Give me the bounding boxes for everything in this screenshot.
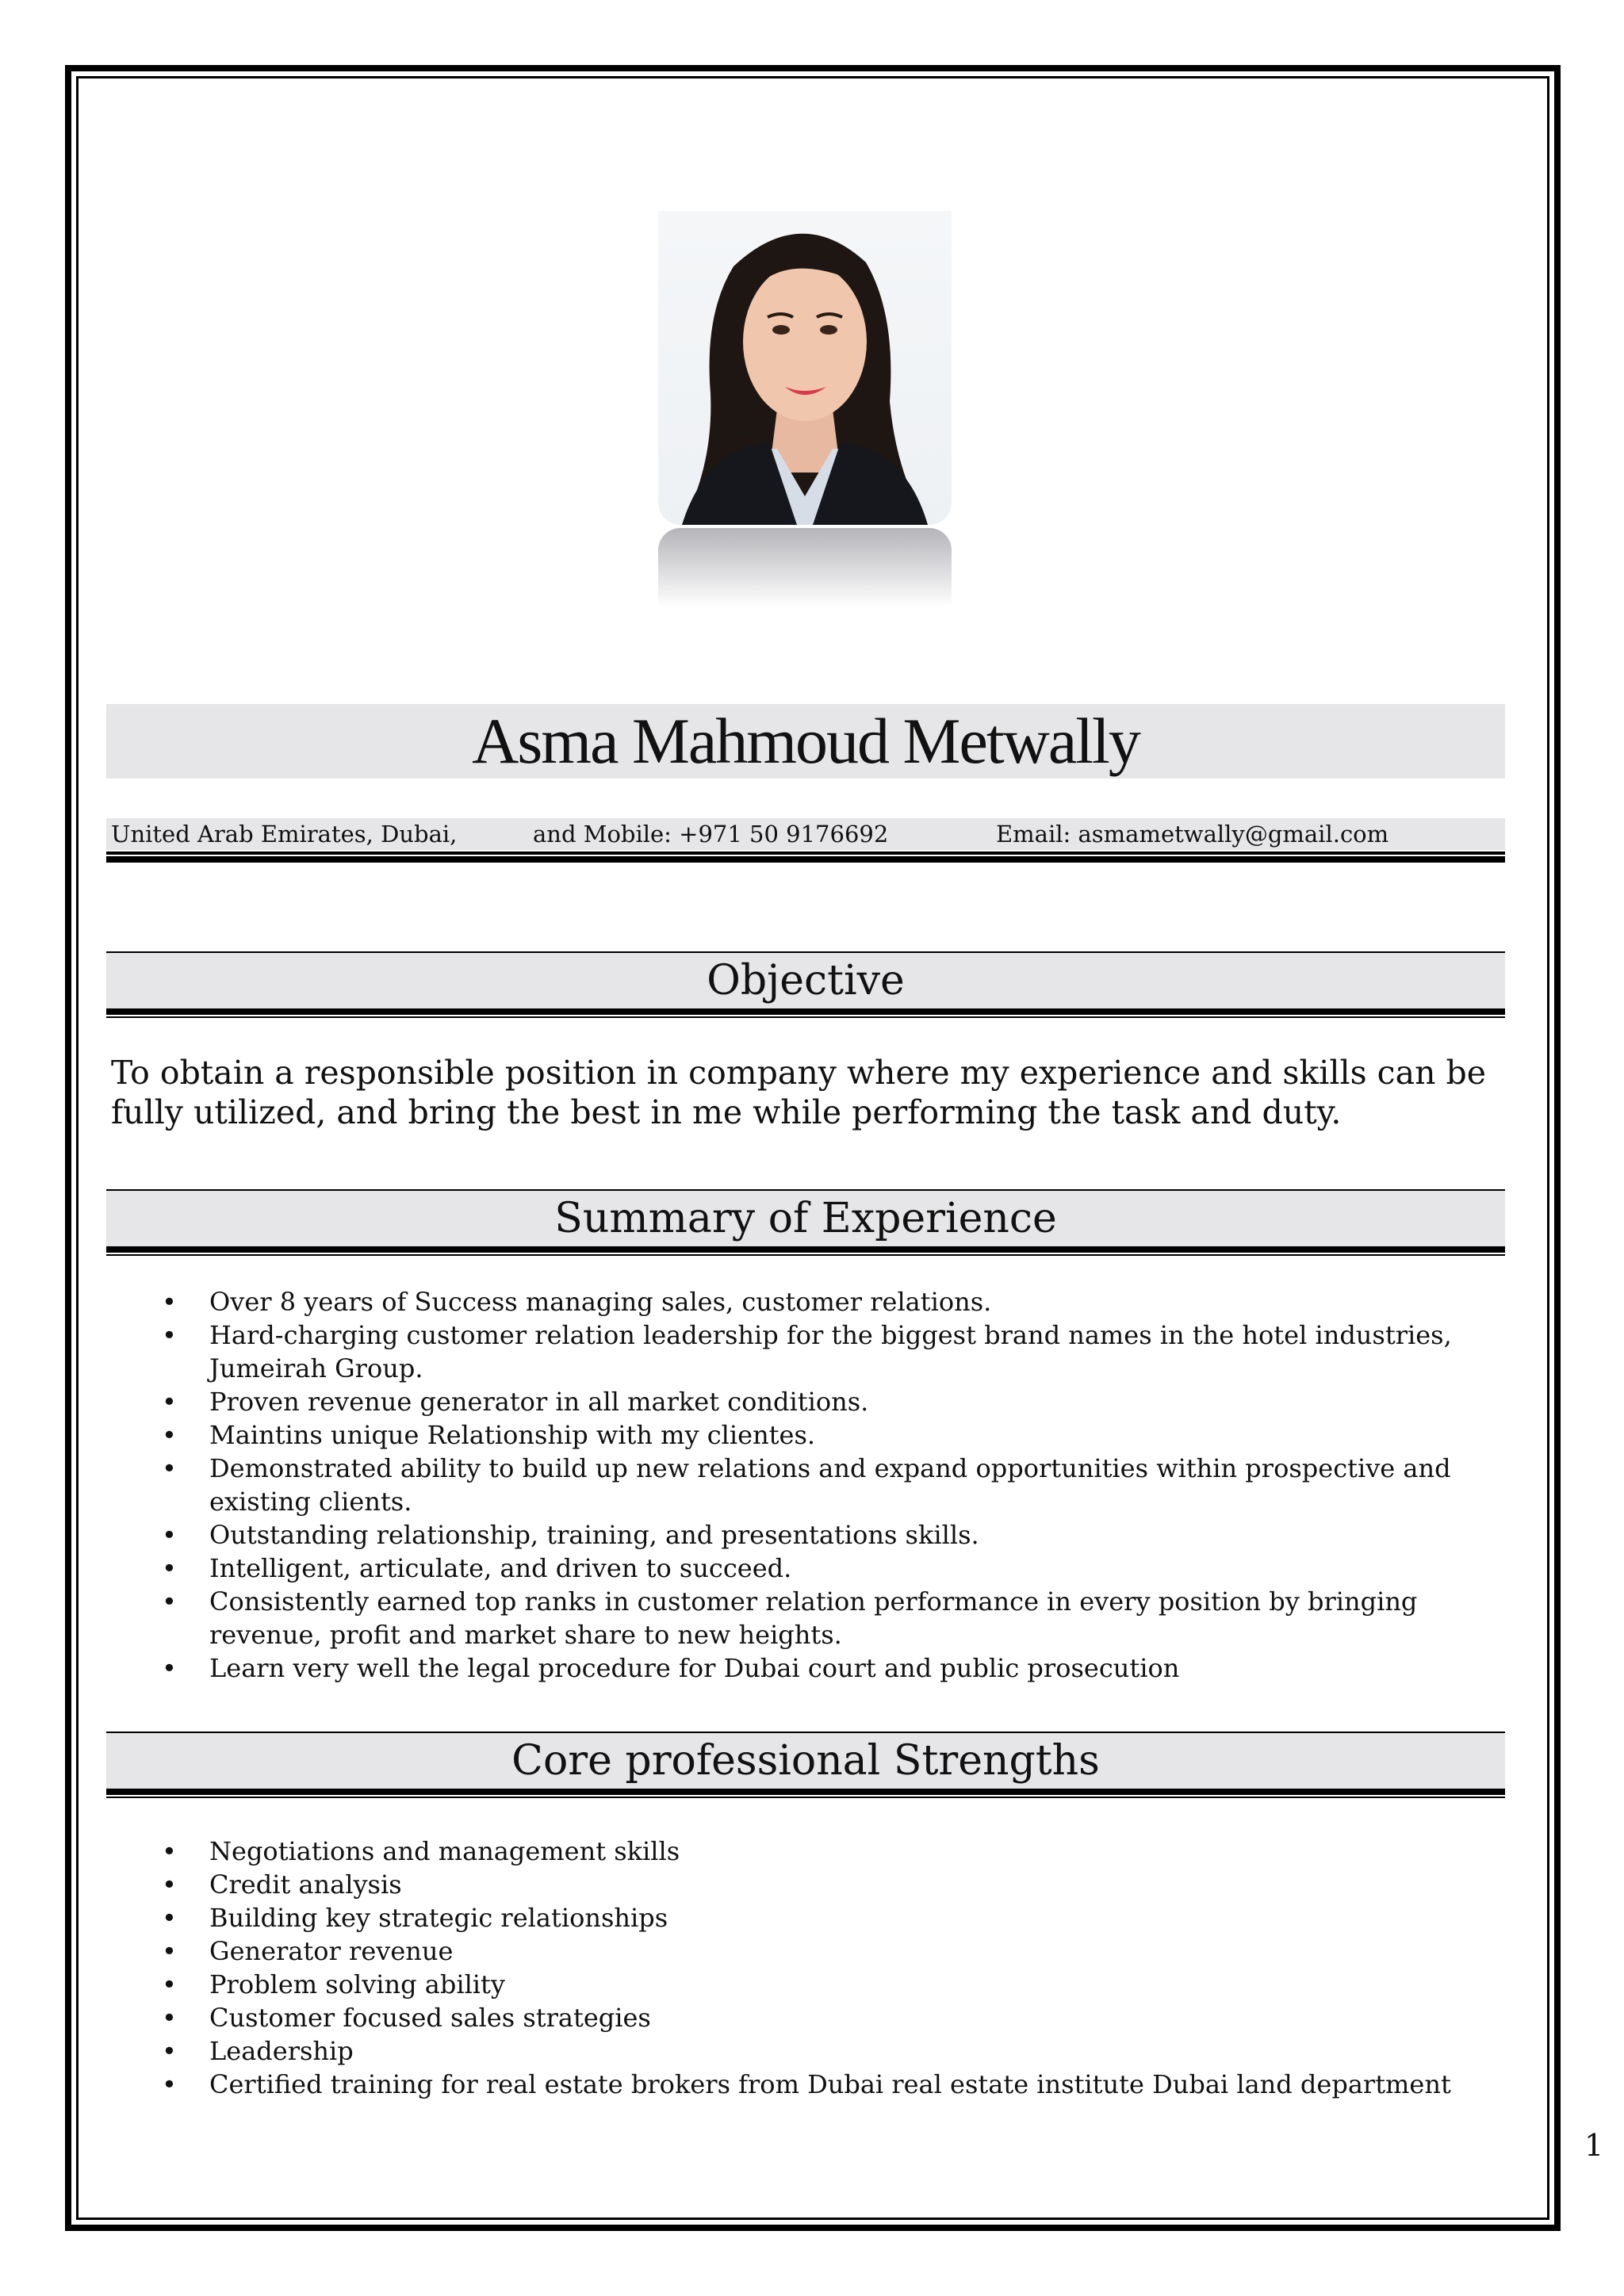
contact-address: United Arab Emirates, Dubai,: [111, 821, 458, 848]
list-item: • Consistently earned top ranks in customer relation performance in every position by bringing revenue, profit and market share to new heights.: [106, 1585, 1502, 1651]
list-item: • Proven revenue generator in all market conditions.: [106, 1385, 1502, 1418]
list-item: • Certified training for real estate brokers from Dubai real estate institute Dubai land department: [106, 2068, 1502, 2101]
objective-rule-thin: [106, 1016, 1505, 1018]
contact-email: Email: asmametwally@gmail.com: [996, 821, 1389, 848]
list-item: • Negotiations and management skills: [106, 1835, 1502, 1868]
objective-rule: [106, 1008, 1505, 1015]
portrait-icon: [658, 211, 952, 525]
list-item: • Problem solving ability: [106, 1968, 1502, 2001]
profile-photo-image: [658, 211, 952, 525]
experience-rule: [106, 1246, 1505, 1253]
list-item: • Maintins unique Relationship with my clientes.: [106, 1418, 1502, 1452]
list-item: • Demonstrated ability to build up new relations and expand opportunities within prospective and existing clients.: [106, 1452, 1502, 1518]
list-item: • Hard-charging customer relation leadership for the biggest brand names in the hotel industries, Jumeirah Group.: [106, 1318, 1502, 1385]
experience-list: [106, 1285, 1505, 1685]
list-item: • Customer focused sales strategies: [106, 2001, 1502, 2034]
experience-rule-thin: [106, 1254, 1505, 1256]
profile-photo: [658, 211, 952, 607]
contact-mobile: and Mobile: +971 50 9176692: [533, 821, 889, 848]
contact-rule-top: [106, 851, 1505, 855]
experience-header: [106, 1189, 1505, 1246]
contact-row: [106, 818, 1505, 850]
objective-title: Objective: [707, 957, 905, 1004]
objective-text: To obtain a responsible position in company where my experience and skills can be fully utilized, and bring the best in me while performing the task and duty.: [111, 1054, 1487, 1131]
list-item: • Outstanding relationship, training, and presentations skills.: [106, 1518, 1502, 1552]
strengths-list: [106, 1835, 1505, 2101]
resume-page: [106, 0, 1604, 2296]
page-number: 1: [1584, 2128, 1604, 2163]
name-banner: [106, 704, 1505, 779]
list-item: • Credit analysis: [106, 1868, 1502, 1901]
list-item: • Generator revenue: [106, 1934, 1502, 1968]
list-item: • Building key strategic relationships: [106, 1901, 1502, 1934]
list-item: • Leadership: [106, 2034, 1502, 2068]
strengths-header: [106, 1732, 1505, 1789]
contact-rule-bottom: [106, 856, 1505, 863]
list-item: • Over 8 years of Success managing sales, customer relations.: [106, 1285, 1502, 1318]
experience-title: Summary of Experience: [554, 1195, 1057, 1242]
list-item: • Learn very well the legal procedure for Dubai court and public prosecution: [106, 1651, 1502, 1685]
objective-header: [106, 951, 1505, 1008]
list-item: • Intelligent, articulate, and driven to succeed.: [106, 1552, 1502, 1585]
strengths-title: Core professional Strengths: [511, 1737, 1100, 1785]
profile-photo-reflection: [658, 528, 952, 607]
candidate-name: Asma Mahmoud Metwally: [472, 705, 1139, 777]
strengths-rule-thin: [106, 1797, 1505, 1798]
strengths-rule: [106, 1789, 1505, 1795]
